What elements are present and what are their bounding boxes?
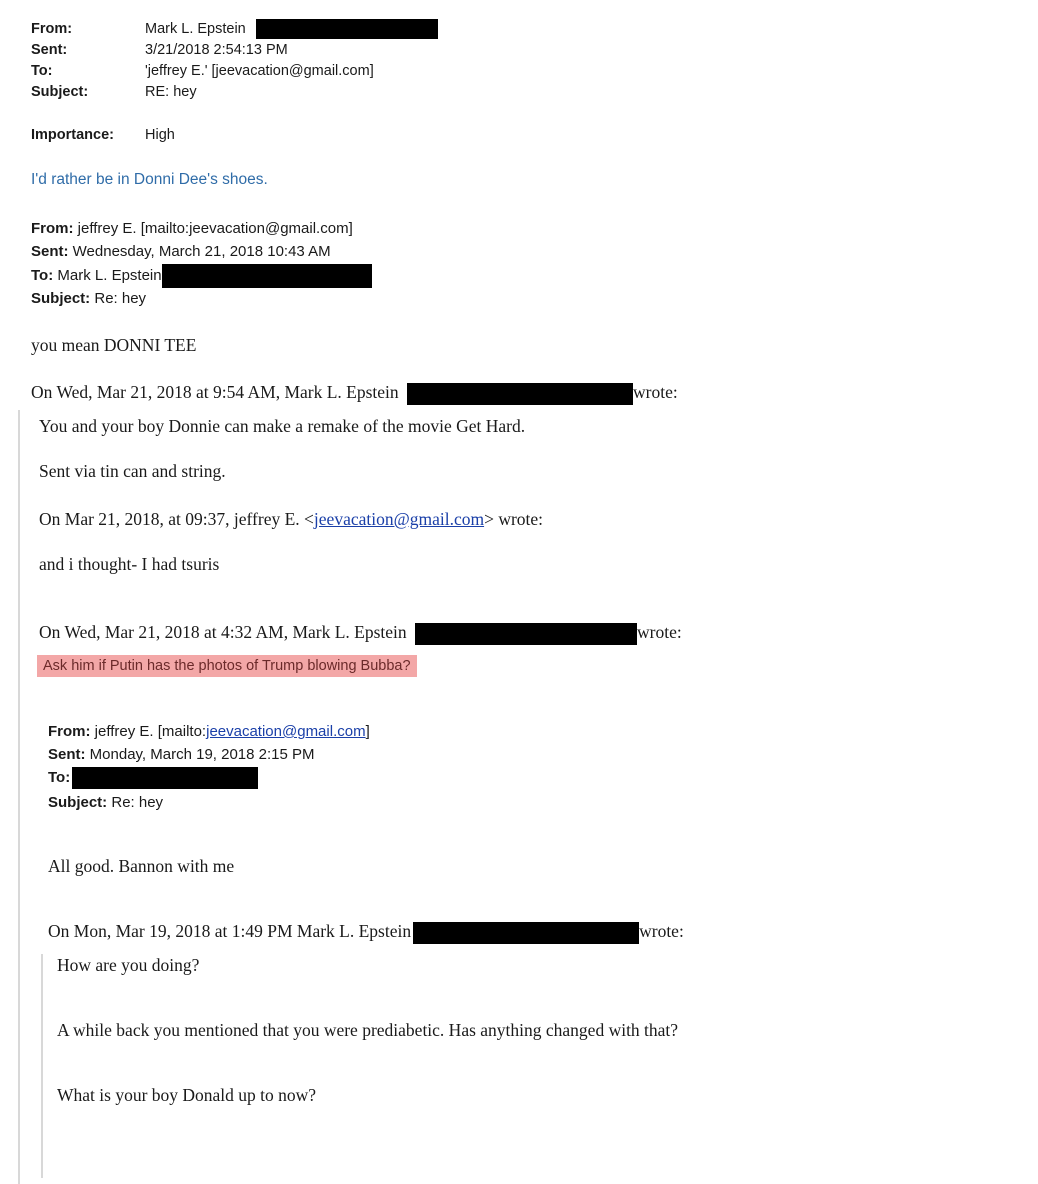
message-text: All good. Bannon with me	[48, 856, 235, 876]
subject-value: Re: hey	[111, 794, 164, 811]
sender-name: Mark L. Epstein	[145, 21, 246, 37]
to-label: To:	[48, 769, 71, 786]
wrote-text: wrote:	[639, 921, 684, 941]
highlighted-message: Ask him if Putin has the photos of Trump blowing Bubba?	[37, 655, 417, 677]
message-text: What is your boy Donald up to now?	[57, 1085, 317, 1105]
header2-subject	[31, 288, 146, 309]
quote-attribution	[39, 509, 543, 530]
quote-bar	[18, 410, 20, 1184]
message-text: A while back you mentioned that you were prediabetic. Has anything changed with that?	[57, 1020, 679, 1040]
header3-sent	[48, 744, 315, 765]
attribution-text: On Wed, Mar 21, 2018 at 9:54 AM, Mark L. Epstein	[31, 382, 399, 402]
quote-attribution	[39, 622, 682, 645]
redaction-bar	[256, 19, 438, 39]
message-text: How are you doing?	[57, 955, 200, 975]
sent-label: Sent:	[31, 243, 69, 260]
from-value: jeffrey E. [mailto:jeevacation@gmail.com]	[77, 220, 353, 237]
header2-to	[31, 264, 372, 288]
message-text: Sent via tin can and string.	[39, 461, 226, 481]
quote-bar	[41, 954, 43, 1178]
subject-value: Re: hey	[94, 290, 147, 307]
attribution-text: On Wed, Mar 21, 2018 at 4:32 AM, Mark L. Epstein	[39, 622, 407, 642]
from-value-prefix: jeffrey E. [mailto:	[94, 723, 207, 740]
email-link[interactable]: jeevacation@gmail.com	[206, 723, 366, 740]
message-text: You and your boy Donnie can make a remake of the movie Get Hard.	[39, 416, 526, 436]
importance-value: High	[145, 127, 175, 143]
subject-label: Subject:	[31, 84, 89, 100]
to-value: Mark L. Epstein	[57, 266, 162, 284]
redaction-bar	[413, 922, 639, 944]
subject-value: RE: hey	[145, 84, 197, 100]
wrote-text: wrote:	[633, 382, 678, 402]
from-value-suffix: ]	[365, 723, 370, 740]
from-label: From:	[31, 21, 73, 37]
redaction-bar	[162, 264, 372, 288]
to-value: 'jeffrey E.' [jeevacation@gmail.com]	[145, 63, 374, 79]
subject-label: Subject:	[48, 794, 108, 811]
message-text: and i thought- I had tsuris	[39, 554, 220, 574]
quote-attribution	[48, 921, 684, 944]
redaction-bar	[415, 623, 637, 645]
reply-text: I'd rather be in Donni Dee's shoes.	[31, 171, 268, 188]
sent-value: 3/21/2018 2:54:13 PM	[145, 42, 288, 58]
header3-subject	[48, 792, 163, 813]
message-text: you mean DONNI TEE	[31, 335, 197, 355]
subject-label: Subject:	[31, 290, 91, 307]
to-label: To:	[31, 266, 54, 284]
redaction-bar	[407, 383, 633, 405]
sent-label: Sent:	[31, 42, 68, 58]
email-link[interactable]: jeevacation@gmail.com	[313, 509, 485, 529]
header3-to	[48, 767, 258, 789]
sent-value: Monday, March 19, 2018 2:15 PM	[89, 746, 315, 763]
wrote-text: > wrote:	[484, 509, 544, 529]
from-value	[145, 19, 438, 40]
to-label: To:	[31, 63, 53, 79]
importance-label: Importance:	[31, 127, 114, 143]
wrote-text: wrote:	[637, 622, 682, 642]
attribution-text: On Mar 21, 2018, at 09:37, jeffrey E. <	[39, 509, 314, 529]
header2-from	[31, 218, 353, 239]
sent-value: Wednesday, March 21, 2018 10:43 AM	[72, 243, 331, 260]
redaction-bar	[72, 767, 258, 789]
from-label: From:	[31, 220, 74, 237]
quote-attribution	[31, 382, 678, 405]
attribution-text: On Mon, Mar 19, 2018 at 1:49 PM Mark L. Epstein	[48, 921, 412, 941]
header2-sent	[31, 241, 331, 262]
from-label: From:	[48, 723, 91, 740]
sent-label: Sent:	[48, 746, 86, 763]
header3-from	[48, 721, 370, 742]
